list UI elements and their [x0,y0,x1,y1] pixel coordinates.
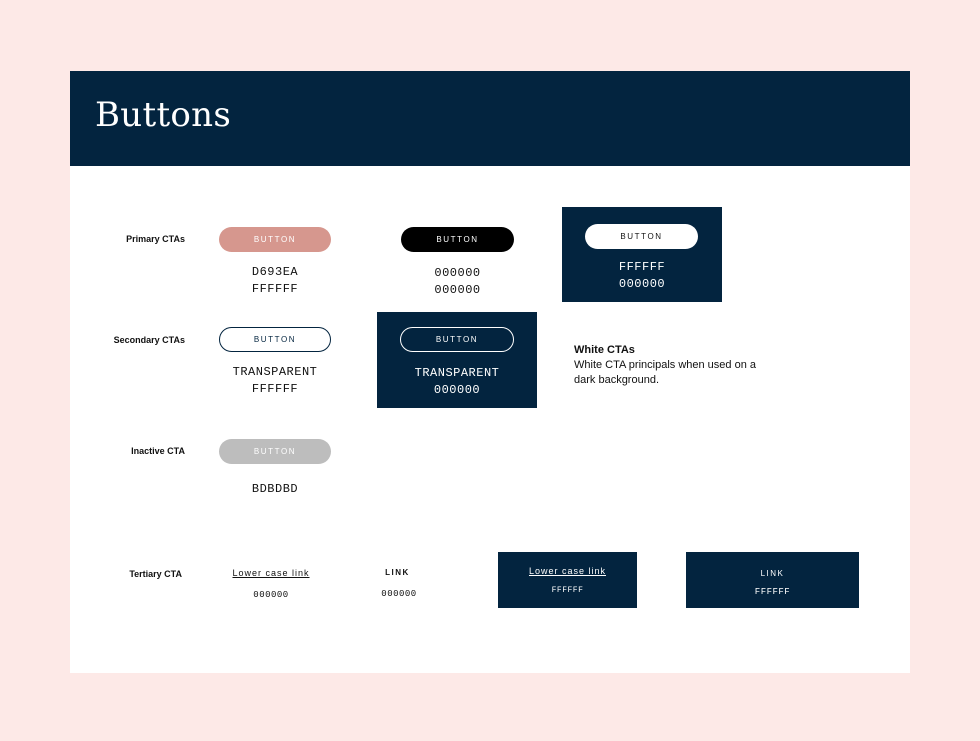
primary-white-code2: 000000 [618,277,666,291]
header-bar [70,71,910,166]
primary-black-button[interactable]: BUTTON [401,227,514,252]
inactive-code1: BDBDBD [251,482,299,496]
primary-salmon-codes [219,264,331,298]
primary-salmon-code1: D693EA [251,265,299,279]
primary-salmon-code2: FFFFFF [251,282,299,296]
tertiary-link-lowercase-white[interactable]: Lower case link [528,566,607,576]
tertiary-link-caps-code: 000000 [381,589,417,599]
tertiary-link-caps-white[interactable]: LINK [760,569,785,578]
primary-black-codes [401,265,514,299]
primary-black-code2: 000000 [434,283,481,297]
tertiary-link-lowercase-white-code: FFFFFF [551,586,584,595]
tertiary-dark-panel-1 [498,552,637,608]
inactive-cta-label: Inactive CTA [131,446,185,456]
secondary-ctas-label: Secondary CTAs [113,335,185,345]
page-title: Buttons [95,95,232,135]
primary-ctas-label: Primary CTAs [126,234,185,244]
tertiary-dark-panel-2 [686,552,859,608]
white-ctas-note-title: White CTAs [574,344,635,356]
secondary-outline-dark-codes [377,365,537,399]
secondary-outline-codes [205,364,345,398]
primary-white-codes [562,259,722,293]
primary-black-code1: 000000 [434,266,481,280]
secondary-outline-code2: FFFFFF [251,382,299,396]
tertiary-link-caps-white-code: FFFFFF [754,587,791,597]
primary-white-dark-panel [562,207,722,302]
primary-white-button[interactable]: BUTTON [585,224,698,249]
secondary-outline-button[interactable]: BUTTON [219,327,331,352]
tertiary-link-caps[interactable]: LINK [385,568,410,577]
primary-salmon-button[interactable]: BUTTON [219,227,331,252]
tertiary-link-lowercase[interactable]: Lower case link [232,568,310,578]
secondary-outline-dark-code2: 000000 [433,383,481,397]
primary-white-code1: FFFFFF [618,260,666,274]
secondary-outline-code1: TRANSPARENT [232,365,318,379]
secondary-outline-dark-code1: TRANSPARENT [414,366,500,380]
buttons-card [70,71,910,673]
tertiary-cta-label: Tertiary CTA [129,569,182,579]
tertiary-link-lowercase-code: 000000 [253,590,289,600]
secondary-outline-dark-button[interactable]: BUTTON [400,327,514,352]
white-ctas-note-body: White CTA principals when used on a dark background. [574,359,756,386]
inactive-button: BUTTON [219,439,331,464]
secondary-dark-panel [377,312,537,408]
